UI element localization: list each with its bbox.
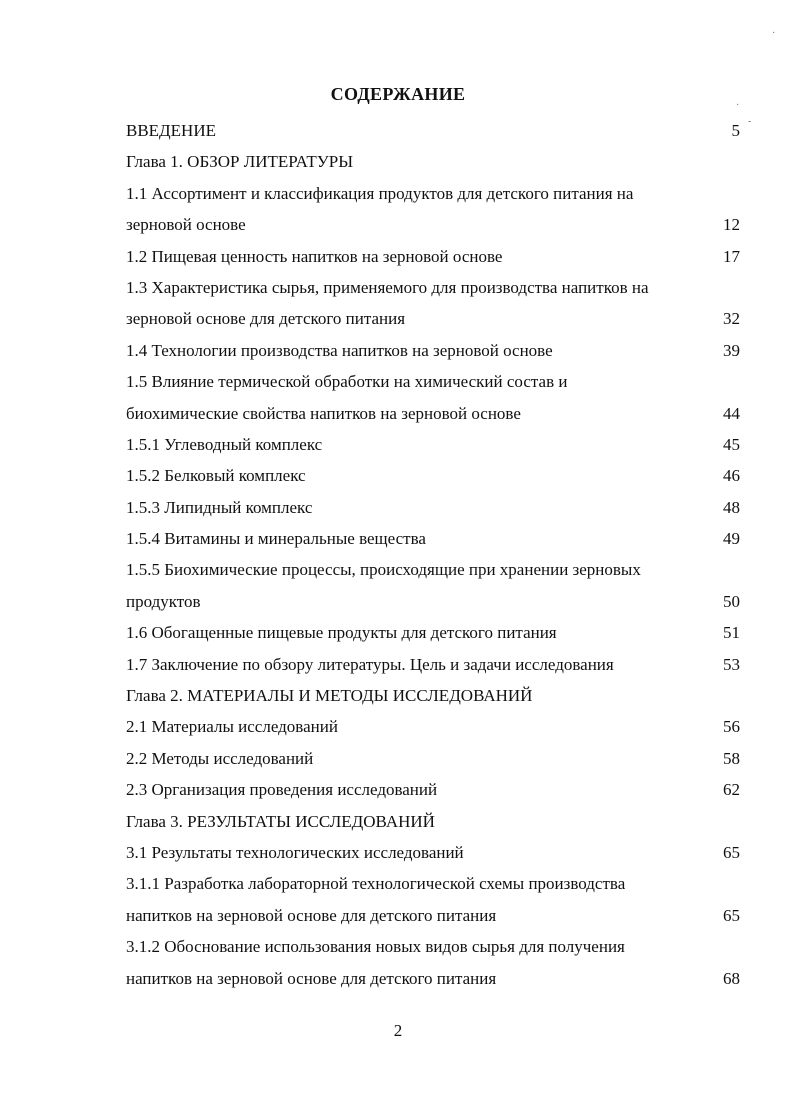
toc-entry-page: 5 [731,121,740,140]
toc-entry-title: Глава 2. МАТЕРИАЛЫ И МЕТОДЫ ИССЛЕДОВАНИЙ [126,686,533,706]
toc-entry [126,115,740,146]
toc-entry [126,523,740,554]
toc-entry-title: 1.5.5 Биохимические процессы, происходящие при хранении зерновых [126,560,641,580]
toc-entry [126,774,740,805]
toc-entry-page: 56 [723,717,740,737]
toc-entry-page: 17 [723,246,740,266]
toc-entry [126,743,740,774]
toc-entry [126,335,740,366]
toc-entry-title: 3.1.2 Обоснование использования новых видов сырья для получения [126,937,625,957]
toc-entry-title: 1.5.2 Белковый комплекс [126,466,306,486]
toc-entry-page: 65 [723,842,740,862]
toc-entry [126,806,740,837]
toc-entry-title: напитков на зерновой основе для детского питания [126,905,497,925]
toc-entry [126,931,740,962]
toc-entry [126,837,740,868]
toc-entry-title: 1.5 Влияние термической обработки на химический состав и [126,372,568,392]
toc-entry [126,146,740,177]
toc-entry-title: 2.1 Материалы исследований [126,717,338,737]
toc-entry [126,178,740,209]
toc-entry [126,460,740,491]
toc-entry-page: 65 [723,905,740,925]
toc-entry [126,366,740,397]
scan-speck: · [736,100,740,111]
toc-entry-page: 44 [723,403,740,423]
toc-entry-title: 1.5.4 Витамины и минеральные вещества [126,529,426,549]
toc-entry [126,900,740,931]
toc-entry-title: напитков на зерновой основе для детского питания [126,968,497,988]
toc-entry [126,586,740,617]
toc-entry-title: 1.5.1 Углеводный комплекс [126,434,323,454]
toc-entry-page: 48 [723,497,740,517]
toc-entry-page: 53 [723,654,740,674]
toc-entry [126,272,740,303]
scan-speck: - [748,116,752,127]
page-number: 2 [393,1021,403,1040]
toc-entry-page: 51 [723,623,740,643]
toc-entry-title: 1.2 Пищевая ценность напитков на зерновой основе [126,246,503,266]
toc-entry-title: ВВЕДЕНИЕ [126,121,216,140]
toc-entry [126,868,740,899]
toc-entry-title: 2.3 Организация проведения исследований [126,780,438,800]
toc-entry-title: Глава 3. РЕЗУЛЬТАТЫ ИССЛЕДОВАНИЙ [126,811,435,831]
toc-entry [126,429,740,460]
toc-entry-page: 62 [723,780,740,800]
toc-entry [126,711,740,742]
toc-entry [126,209,740,240]
toc-entry-page: 12 [723,215,740,235]
page-title: СОДЕРЖАНИЕ [330,84,466,104]
toc-entry [126,303,740,334]
toc-entry [126,492,740,523]
toc-entry-page: 49 [723,529,740,549]
toc-entry [126,554,740,585]
toc-entry-page: 45 [723,434,740,454]
toc-entry-title: 3.1 Результаты технологических исследований [126,842,464,862]
toc-entry-title: продуктов [126,591,201,611]
toc-entry-title: 2.2 Методы исследований [126,748,314,768]
toc-entry-title: зерновой основе для детского питания [126,309,406,329]
toc-entry-title: 1.6 Обогащенные пищевые продукты для детского питания [126,623,557,643]
toc-entry-title: биохимические свойства напитков на зерновой основе [126,403,521,423]
toc-entry-page: 50 [723,591,740,611]
toc-entry-page: 68 [723,968,740,988]
toc-entry-title: 1.3 Характеристика сырья, применяемого для производства напитков на [126,277,649,297]
toc-entry [126,963,740,994]
toc-entry [126,649,740,680]
toc-entry-page: 32 [723,309,740,329]
toc-entry-page: 39 [723,340,740,360]
toc-entry-title: 1.4 Технологии производства напитков на зерновой основе [126,340,553,360]
toc-entry-page: 46 [723,466,740,486]
toc-entry-page: 58 [723,748,740,768]
toc-entry-title: Глава 1. ОБЗОР ЛИТЕРАТУРЫ [126,152,354,172]
scan-speck: · [772,28,776,39]
toc-entry [126,617,740,648]
toc-entry [126,680,740,711]
table-of-contents [126,115,740,994]
toc-entry [126,398,740,429]
toc-entry [126,241,740,272]
toc-entry-title: 1.5.3 Липидный комплекс [126,497,313,517]
toc-entry-title: 3.1.1 Разработка лабораторной технологической схемы производства [126,874,626,894]
toc-entry-title: 1.1 Ассортимент и классификация продуктов для детского питания на [126,183,634,203]
toc-entry-title: 1.7 Заключение по обзору литературы. Цель и задачи исследования [126,654,614,674]
toc-entry-title: зерновой основе [126,215,246,235]
